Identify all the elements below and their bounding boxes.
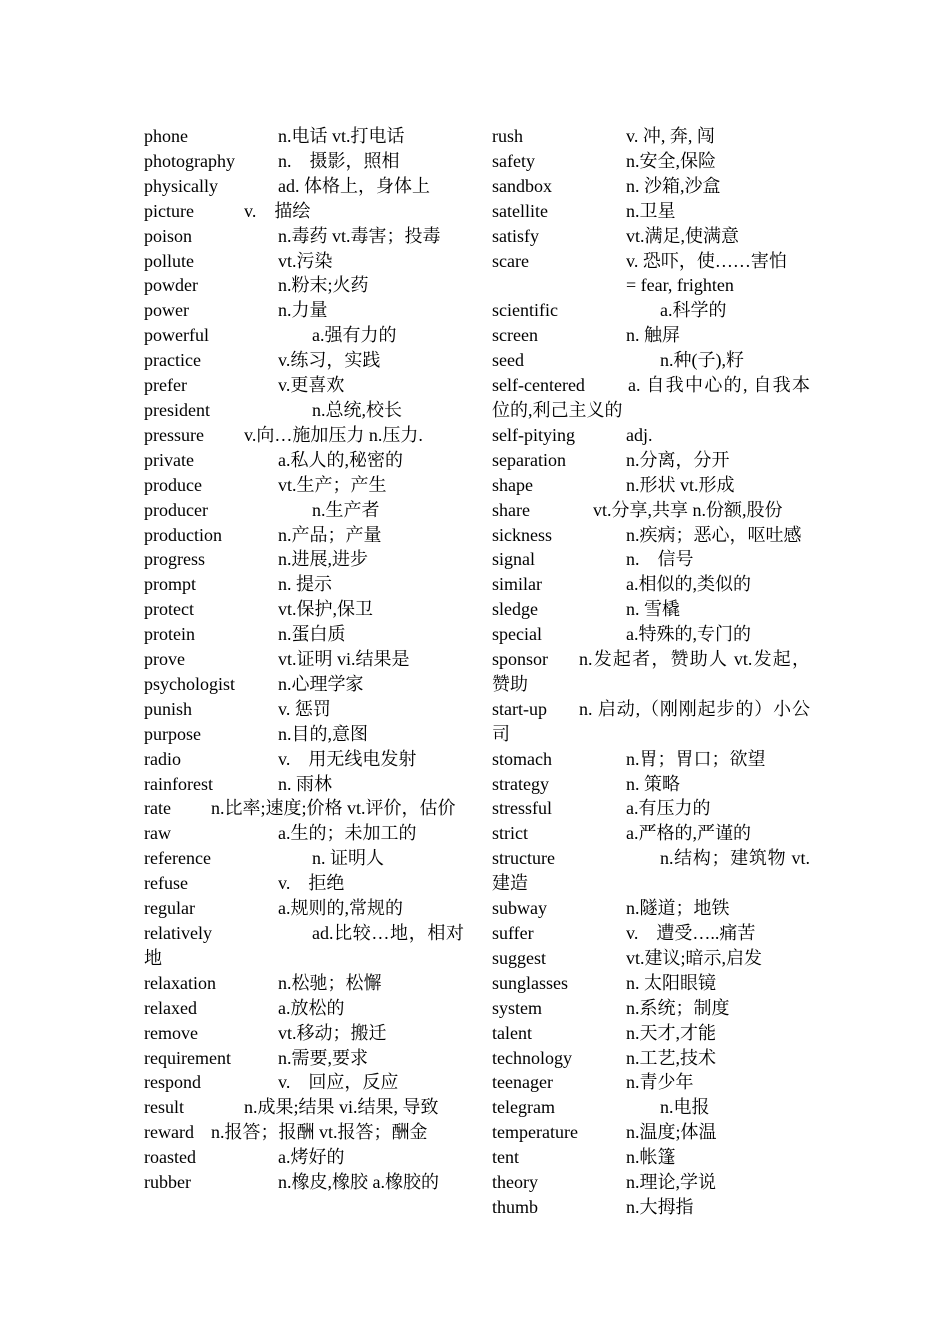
vocab-entry — [144, 323, 464, 348]
vocab-word: progress — [144, 549, 205, 570]
vocab-entry — [492, 473, 810, 498]
vocab-definition: n. 太阳眼镜 — [626, 972, 716, 993]
vocab-entry — [492, 348, 810, 373]
vocab-word: signal — [492, 549, 535, 570]
vocab-word: shape — [492, 474, 533, 495]
vocab-word: system — [492, 997, 543, 1018]
vocab-entry — [492, 523, 810, 548]
vocab-word: share — [492, 499, 530, 520]
vocab-entry — [144, 149, 464, 174]
vocab-definition: a.烤好的 — [278, 1147, 345, 1168]
vocab-definition: a.相似的,类似的 — [626, 574, 751, 595]
vocab-word: stressful — [492, 798, 552, 819]
vocab-entry — [492, 1195, 810, 1220]
vocab-word: relaxed — [144, 997, 197, 1018]
vocab-definition: n.目的,意图 — [278, 723, 368, 744]
vocab-definition: n.比率;速度;价格 vt.评价，估价 — [211, 798, 456, 819]
vocab-entry — [144, 498, 464, 523]
vocab-word: powerful — [144, 325, 209, 346]
vocab-definition: n.青少年 — [626, 1072, 694, 1093]
vocab-entry — [144, 473, 464, 498]
vocab-word: safety — [492, 150, 535, 171]
vocab-word: psychologist — [144, 673, 236, 694]
vocab-entry — [492, 1095, 810, 1120]
vocab-definition: n.心理学家 — [278, 673, 364, 694]
vocab-word: phone — [144, 126, 188, 146]
vocab-entry — [144, 971, 464, 996]
vocab-entry — [492, 796, 810, 821]
vocab-entry — [144, 672, 464, 697]
vocab-definition: adj. — [626, 424, 653, 445]
vocab-word: start-up — [492, 698, 547, 719]
vocab-word: punish — [144, 698, 193, 719]
vocab-definition: vt.满足,使满意 — [626, 225, 740, 246]
vocab-word: relatively — [144, 923, 212, 943]
vocab-entry — [492, 124, 810, 149]
vocab-word: stomach — [492, 748, 552, 769]
vocab-entry — [144, 896, 464, 921]
vocab-entry — [144, 1021, 464, 1046]
vocab-definition: n.进展,进步 — [278, 549, 368, 570]
vocab-entry — [492, 199, 810, 224]
vocab-word: remove — [144, 1022, 198, 1043]
vocab-word: prefer — [144, 375, 187, 396]
vocab-definition: n. 提示 — [278, 574, 332, 595]
vocab-definition: n. 策略 — [626, 773, 680, 794]
vocab-entry — [492, 448, 810, 473]
vocab-entry — [492, 547, 810, 572]
vocab-entry — [144, 273, 464, 298]
vocab-word: requirement — [144, 1047, 231, 1068]
vocab-entry — [492, 971, 810, 996]
vocab-word: purpose — [144, 723, 201, 744]
vocab-entry — [144, 523, 464, 548]
vocab-definition: n.需要,要求 — [278, 1047, 368, 1068]
vocab-entry — [144, 996, 464, 1021]
vocab-word: subway — [492, 898, 547, 919]
vocab-word: rate — [144, 798, 171, 819]
vocab-entry — [492, 1021, 810, 1046]
vocab-definition: vt.生产；产生 — [278, 474, 387, 495]
vocab-word: pollute — [144, 250, 194, 271]
vocab-entry — [492, 996, 810, 1021]
vocabulary-column-left — [144, 124, 464, 1195]
vocab-entry — [492, 772, 810, 797]
vocab-entry — [144, 1095, 464, 1120]
vocab-word: producer — [144, 499, 208, 520]
vocab-entry — [144, 298, 464, 323]
vocabulary-column-right — [492, 124, 810, 1220]
vocab-word: protect — [144, 599, 194, 620]
vocab-word: sandbox — [492, 175, 552, 196]
vocab-definition: n. 信号 — [626, 549, 694, 570]
vocab-entry — [144, 448, 464, 473]
vocab-word: thumb — [492, 1196, 539, 1217]
vocab-word: self-pitying — [492, 424, 575, 445]
vocab-entry — [492, 896, 810, 921]
vocab-definition: n.力量 — [278, 300, 328, 321]
vocab-entry — [492, 572, 810, 597]
vocab-entry — [144, 747, 464, 772]
vocab-word: screen — [492, 325, 538, 346]
vocab-word: power — [144, 300, 189, 321]
vocab-word: reward — [144, 1122, 194, 1143]
vocab-word: strategy — [492, 773, 549, 794]
vocab-word: roasted — [144, 1147, 196, 1168]
vocab-definition: vt.移动；搬迁 — [278, 1022, 387, 1043]
vocab-definition: n.橡皮,橡胶 a.橡胶的 — [278, 1172, 439, 1193]
vocab-definition: v.练习，实践 — [278, 350, 381, 371]
vocab-definition: n.温度;体温 — [626, 1122, 717, 1143]
vocab-entry — [492, 423, 810, 448]
vocab-word: reference — [144, 848, 211, 869]
vocab-word: temperature — [492, 1122, 578, 1143]
vocab-entry — [492, 1170, 810, 1195]
vocab-word: scare — [492, 250, 529, 271]
vocab-definition: n. 雪橇 — [626, 599, 680, 620]
vocab-definition: n.发起者，赞助人 vt.发起，赞助 — [492, 649, 810, 694]
vocab-word: respond — [144, 1072, 201, 1093]
vocab-definition: n.成果;结果 vi.结果, 导致 — [244, 1097, 439, 1118]
vocab-word: practice — [144, 350, 201, 371]
vocab-entry — [144, 772, 464, 797]
vocab-entry — [144, 647, 464, 672]
vocab-definition: n.疾病；恶心，呕吐感 — [626, 524, 802, 545]
vocab-entry — [144, 821, 464, 846]
vocab-definition: n.形状 vt.形成 — [626, 474, 735, 495]
vocab-definition: n.总统,校长 — [312, 399, 402, 420]
vocab-word: rubber — [144, 1172, 191, 1193]
vocab-word: sponsor — [492, 649, 549, 670]
vocab-entry — [492, 249, 810, 274]
vocab-entry — [492, 273, 810, 298]
vocab-definition: n.电报 — [660, 1097, 710, 1118]
vocab-entry — [144, 174, 464, 199]
vocab-entry — [492, 149, 810, 174]
vocab-word: poison — [144, 225, 193, 246]
vocab-definition: a. 自我中心的, 自我本位的,利己主义的 — [492, 375, 810, 420]
vocab-definition: n. 触屏 — [626, 325, 680, 346]
vocab-entry — [492, 946, 810, 971]
vocab-definition: vt.保护,保卫 — [278, 599, 374, 620]
vocab-word: powder — [144, 275, 198, 296]
vocab-definition: vt.证明 vi.结果是 — [278, 649, 410, 670]
vocab-word: satellite — [492, 200, 548, 221]
vocab-entry — [492, 298, 810, 323]
vocab-word: picture — [144, 200, 194, 221]
vocab-definition: ad.比较…地，相对地 — [144, 923, 464, 968]
vocab-definition: n.天才,才能 — [626, 1022, 716, 1043]
vocab-entry — [492, 1120, 810, 1145]
vocab-word: teenager — [492, 1072, 553, 1093]
vocab-entry — [144, 1046, 464, 1071]
vocab-word: prompt — [144, 574, 196, 595]
vocab-definition: v. 遭受…..痛苦 — [626, 923, 756, 943]
vocab-definition: n.帐篷 — [626, 1147, 676, 1168]
vocab-word: satisfy — [492, 225, 539, 246]
vocab-definition: n. 证明人 — [312, 848, 384, 869]
vocab-definition: n.粉末;火药 — [278, 275, 369, 296]
vocab-definition: a.特殊的,专门的 — [626, 624, 751, 645]
vocab-definition: n.结构；建筑物 vt.建造 — [492, 848, 810, 894]
vocab-entry — [144, 1070, 464, 1095]
vocab-entry — [492, 1070, 810, 1095]
vocab-entry — [492, 1046, 810, 1071]
vocab-definition: n.松驰；松懈 — [278, 972, 382, 993]
vocab-definition: vt.污染 — [278, 250, 333, 271]
vocab-definition: v. 用无线电发射 — [278, 748, 417, 769]
vocab-definition: v. 恐吓，使……害怕 — [626, 250, 787, 271]
vocab-word: strict — [492, 823, 528, 844]
vocab-definition: v.更喜欢 — [278, 375, 345, 396]
vocab-definition: n.电话 vt.打电话 — [278, 126, 405, 146]
vocab-word: rush — [492, 126, 523, 146]
vocab-entry — [144, 249, 464, 274]
vocab-entry — [492, 921, 810, 946]
vocab-definition: a.放松的 — [278, 997, 345, 1018]
vocab-entry — [144, 547, 464, 572]
vocab-definition: a.规则的,常规的 — [278, 898, 403, 919]
vocab-definition: v. 拒绝 — [278, 873, 345, 894]
vocab-word: sledge — [492, 599, 538, 620]
vocab-word: private — [144, 449, 194, 470]
vocab-entry — [144, 224, 464, 249]
vocab-definition: n.分离，分开 — [626, 449, 730, 470]
vocab-word: produce — [144, 474, 202, 495]
vocab-word: self-centered — [492, 375, 585, 396]
vocab-definition: n.报答；报酬 vt.报答；酬金 — [211, 1122, 428, 1143]
vocab-entry — [492, 747, 810, 772]
vocab-definition: v. 回应，反应 — [278, 1072, 399, 1093]
vocab-word: separation — [492, 449, 566, 470]
vocab-word: radio — [144, 748, 181, 769]
vocab-definition: a.有压力的 — [626, 798, 711, 819]
vocab-entry — [492, 224, 810, 249]
vocab-word: protein — [144, 624, 195, 645]
vocab-definition: n.工艺,技术 — [626, 1047, 716, 1068]
vocab-word: talent — [492, 1022, 532, 1043]
vocab-entry — [144, 846, 464, 871]
vocab-entry — [492, 174, 810, 199]
vocab-entry — [492, 622, 810, 647]
vocab-word: result — [144, 1097, 184, 1118]
vocab-definition: n. 雨林 — [278, 773, 332, 794]
vocab-entry — [144, 1145, 464, 1170]
vocab-entry — [144, 398, 464, 423]
vocab-definition: v. 惩罚 — [278, 698, 331, 719]
vocab-definition: n.种(子),籽 — [660, 350, 744, 371]
vocab-entry — [144, 597, 464, 622]
vocab-word: physically — [144, 175, 218, 196]
vocab-word: telegram — [492, 1097, 555, 1118]
vocab-definition: n.大拇指 — [626, 1196, 694, 1217]
vocab-entry — [492, 1145, 810, 1170]
vocab-entry — [492, 323, 810, 348]
vocab-word: raw — [144, 823, 171, 844]
vocab-entry — [492, 498, 810, 523]
vocab-entry — [144, 572, 464, 597]
vocab-word: prove — [144, 649, 185, 670]
vocab-definition: n.理论,学说 — [626, 1172, 716, 1193]
vocab-definition: n. 沙箱,沙盒 — [626, 175, 721, 196]
vocab-definition: n.卫星 — [626, 200, 676, 221]
vocab-entry — [492, 697, 810, 747]
vocab-word: regular — [144, 898, 195, 919]
vocab-word: seed — [492, 350, 524, 371]
vocab-entry — [144, 423, 464, 448]
vocab-word: rainforest — [144, 773, 213, 794]
vocab-word: sunglasses — [492, 972, 568, 993]
vocab-definition: a.私人的,秘密的 — [278, 449, 403, 470]
vocab-definition: n.生产者 — [312, 499, 380, 520]
vocab-entry — [144, 796, 464, 821]
vocab-definition: n. 启动,（刚刚起步的）小公司 — [492, 698, 810, 744]
vocab-word: president — [144, 399, 210, 420]
vocab-word: relaxation — [144, 972, 216, 993]
vocab-word: tent — [492, 1147, 519, 1168]
vocab-entry — [492, 647, 810, 697]
vocab-definition: a.生的；未加工的 — [278, 823, 417, 844]
vocab-word: similar — [492, 574, 542, 595]
vocab-word: suffer — [492, 923, 534, 943]
vocab-entry — [144, 348, 464, 373]
vocab-definition: ad. 体格上，身体上 — [278, 175, 430, 196]
vocab-definition: a.科学的 — [660, 300, 727, 321]
vocab-entry — [144, 871, 464, 896]
vocab-definition: = fear, frighten — [626, 275, 734, 296]
vocab-definition: n.蛋白质 — [278, 624, 346, 645]
vocab-definition: v. 描绘 — [244, 200, 311, 221]
vocab-entry — [144, 622, 464, 647]
vocab-definition: n.毒药 vt.毒害；投毒 — [278, 225, 441, 246]
vocab-definition: n.系统；制度 — [626, 997, 730, 1018]
vocab-definition: v.向…施加压力 n.压力. — [244, 424, 423, 445]
vocab-word: technology — [492, 1047, 572, 1068]
vocab-definition: v. 冲, 奔, 闯 — [626, 126, 715, 146]
vocab-entry — [492, 821, 810, 846]
vocab-entry — [144, 1170, 464, 1195]
vocab-definition: n.产品；产量 — [278, 524, 382, 545]
vocab-entry — [144, 921, 464, 971]
vocab-definition: n.胃；胃口；欲望 — [626, 748, 766, 769]
vocab-entry — [144, 722, 464, 747]
vocab-definition: n. 摄影，照相 — [278, 150, 400, 171]
vocab-word: photography — [144, 150, 235, 171]
vocab-entry — [144, 1120, 464, 1145]
vocab-word: scientific — [492, 300, 558, 321]
vocab-word: production — [144, 524, 222, 545]
vocab-word: special — [492, 624, 542, 645]
vocab-word: structure — [492, 848, 555, 869]
vocab-entry — [492, 846, 810, 896]
vocab-definition: n.隧道；地铁 — [626, 898, 730, 919]
vocab-definition: vt.分享,共享 n.份额,股份 — [593, 499, 783, 520]
vocab-entry — [144, 199, 464, 224]
vocab-word: suggest — [492, 947, 546, 968]
vocab-definition: vt.建议;暗示,启发 — [626, 947, 763, 968]
vocab-entry — [144, 697, 464, 722]
vocab-definition: n.安全,保险 — [626, 150, 716, 171]
vocab-word: refuse — [144, 873, 188, 894]
vocab-word: pressure — [144, 424, 204, 445]
vocab-entry — [144, 373, 464, 398]
vocab-entry — [492, 373, 810, 423]
vocab-entry — [144, 124, 464, 149]
vocab-entry — [492, 597, 810, 622]
vocab-definition: a.严格的,严谨的 — [626, 823, 751, 844]
vocab-definition: a.强有力的 — [312, 325, 397, 346]
vocab-word: sickness — [492, 524, 552, 545]
vocab-word: theory — [492, 1172, 538, 1193]
